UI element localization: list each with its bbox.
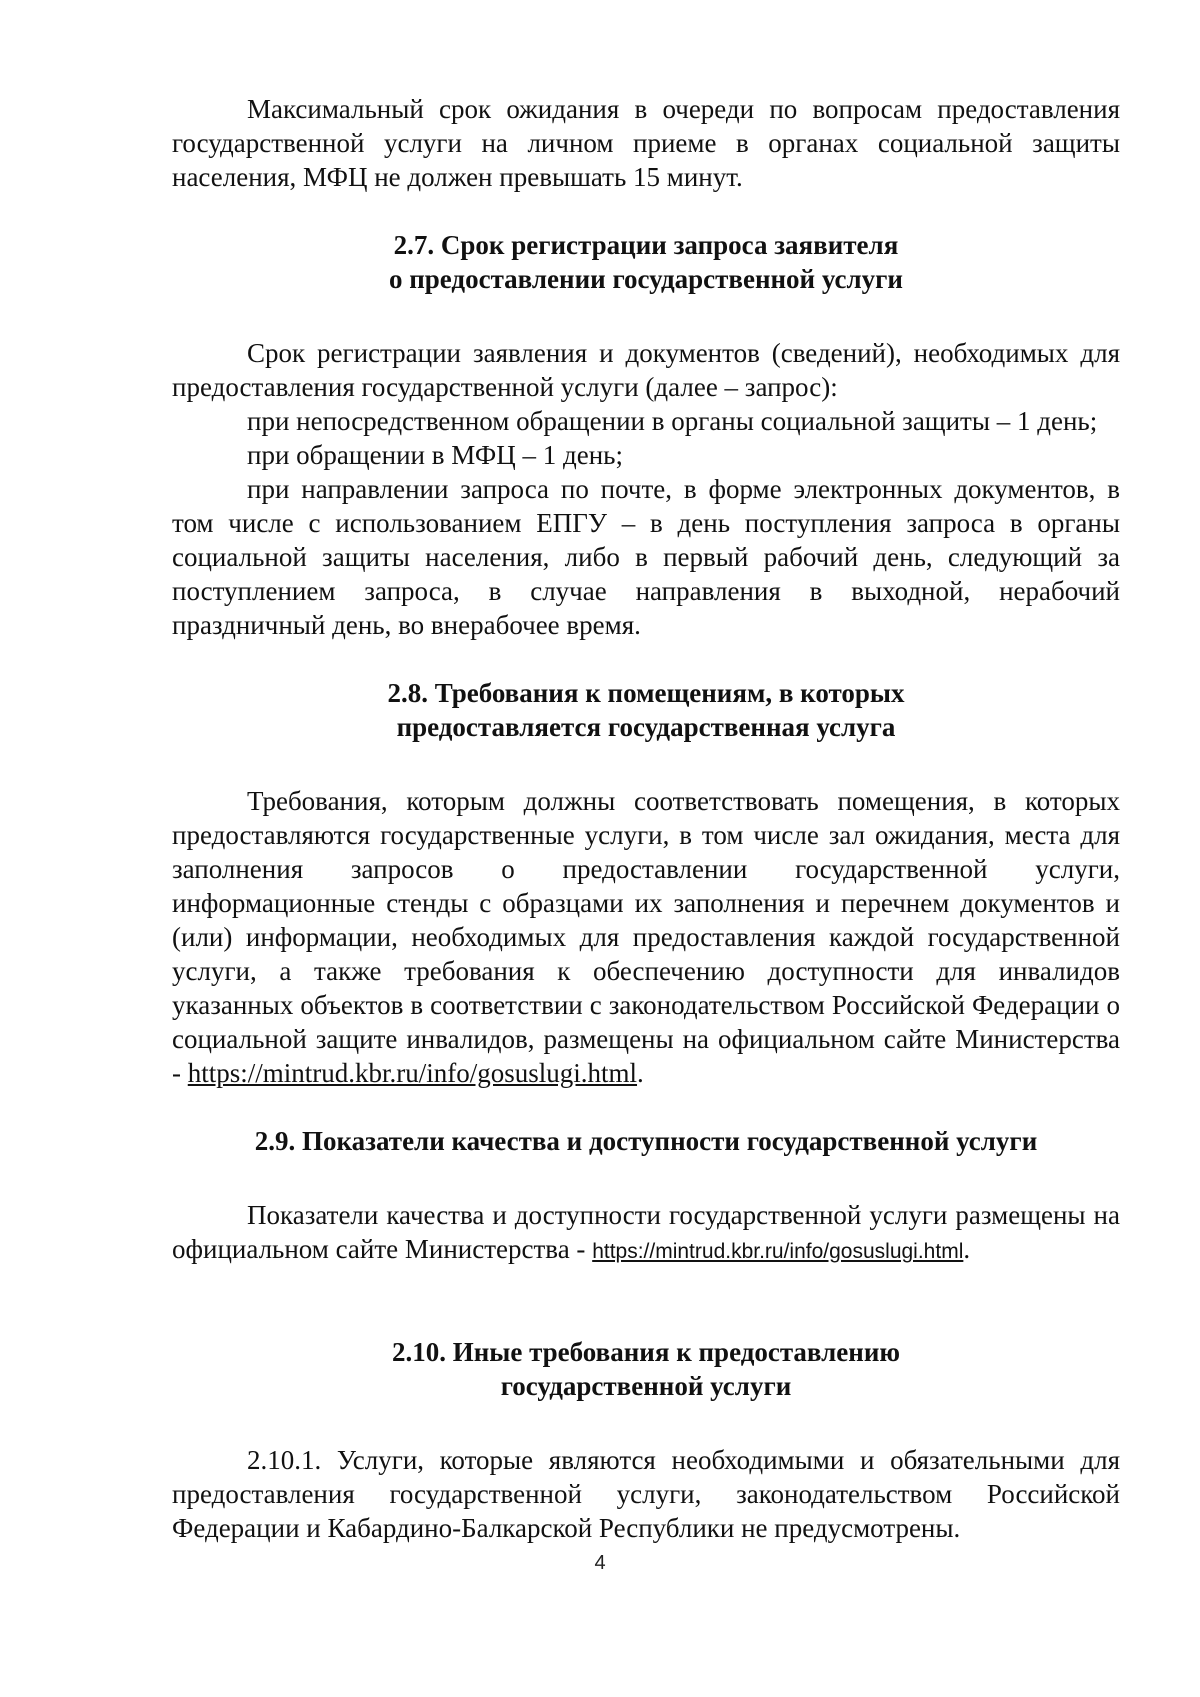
section-2-10-heading: [172, 1335, 1120, 1403]
section-heading-line: предоставляется государственная услуга: [396, 712, 896, 742]
section-2-10-paragraph: 2.10.1. Услуги, которые являются необходимыми и обязательными для предоставления государственной услуги, законодательством Российской Федерации и Кабардино-Балкарской Республики не предусмотрены.: [172, 1445, 1120, 1543]
section-2-8-heading: [172, 676, 1120, 744]
section-heading-line: 2.7. Срок регистрации запроса заявителя: [393, 230, 899, 260]
list-item: при обращении в МФЦ – 1 день;: [247, 440, 623, 470]
section-2-7-heading: [172, 228, 1120, 296]
paragraph-text: Показатели качества и доступности государственной услуги размещены на официальном сайте Министерства -: [172, 1200, 1120, 1264]
section-2-8-paragraph: [172, 784, 1120, 1090]
ministry-website-link[interactable]: https://mintrud.kbr.ru/info/gosuslugi.html: [187, 1058, 638, 1088]
list-item: при направлении запроса по почте, в форме электронных документов, в том числе с использованием ЕПГУ – в день поступления запроса в органы социальной защиты населения, либо в первый рабочий день, следующий за поступлением запроса, в случае направления в выходной, нерабочий праздничный день, во внерабочее время.: [172, 474, 1120, 640]
intro-paragraph: Максимальный срок ожидания в очереди по вопросам предоставления государственной услуги на личном приеме в органах социальной защиты населения, МФЦ не должен превышать 15 минут.: [172, 94, 1120, 192]
paragraph-tail: .: [637, 1058, 644, 1088]
page-number: 4: [594, 1552, 606, 1574]
ministry-website-link[interactable]: https://mintrud.kbr.ru/info/gosuslugi.html: [592, 1240, 964, 1263]
section-2-9-paragraph: [172, 1198, 1120, 1269]
section-heading-line: 2.10. Иные требования к предоставлению: [391, 1337, 901, 1367]
section-heading-line: о предоставлении государственной услуги: [388, 264, 903, 294]
paragraph-tail: .: [963, 1234, 971, 1264]
section-2-7-paragraph: Срок регистрации заявления и документов (сведений), необходимых для предоставления государственной услуги (далее – запрос):: [172, 338, 1120, 402]
section-heading-line: 2.8. Требования к помещениям, в которых: [387, 678, 905, 708]
paragraph-text: Требования, которым должны соответствовать помещения, в которых предоставляются государственные услуги, в том числе зал ожидания, места для заполнения запросов о предоставлении государственной услуги, информационные стенды с образцами их заполнения и перечнем документов и (или) информации, необходимых для предоставления каждой государственной услуги, а также требования к обеспечению доступности для инвалидов указанных объектов в соответствии с законодательством Российской Федерации о социальной защите инвалидов, размещены на официальном сайте Министерства -: [172, 786, 1120, 1088]
section-heading-line: государственной услуги: [500, 1371, 792, 1401]
section-2-9-heading: 2.9. Показатели качества и доступности государственной услуги: [254, 1126, 1038, 1156]
document-page: [172, 92, 1120, 1545]
list-item: при непосредственном обращении в органы социальной защиты – 1 день;: [247, 406, 1098, 436]
